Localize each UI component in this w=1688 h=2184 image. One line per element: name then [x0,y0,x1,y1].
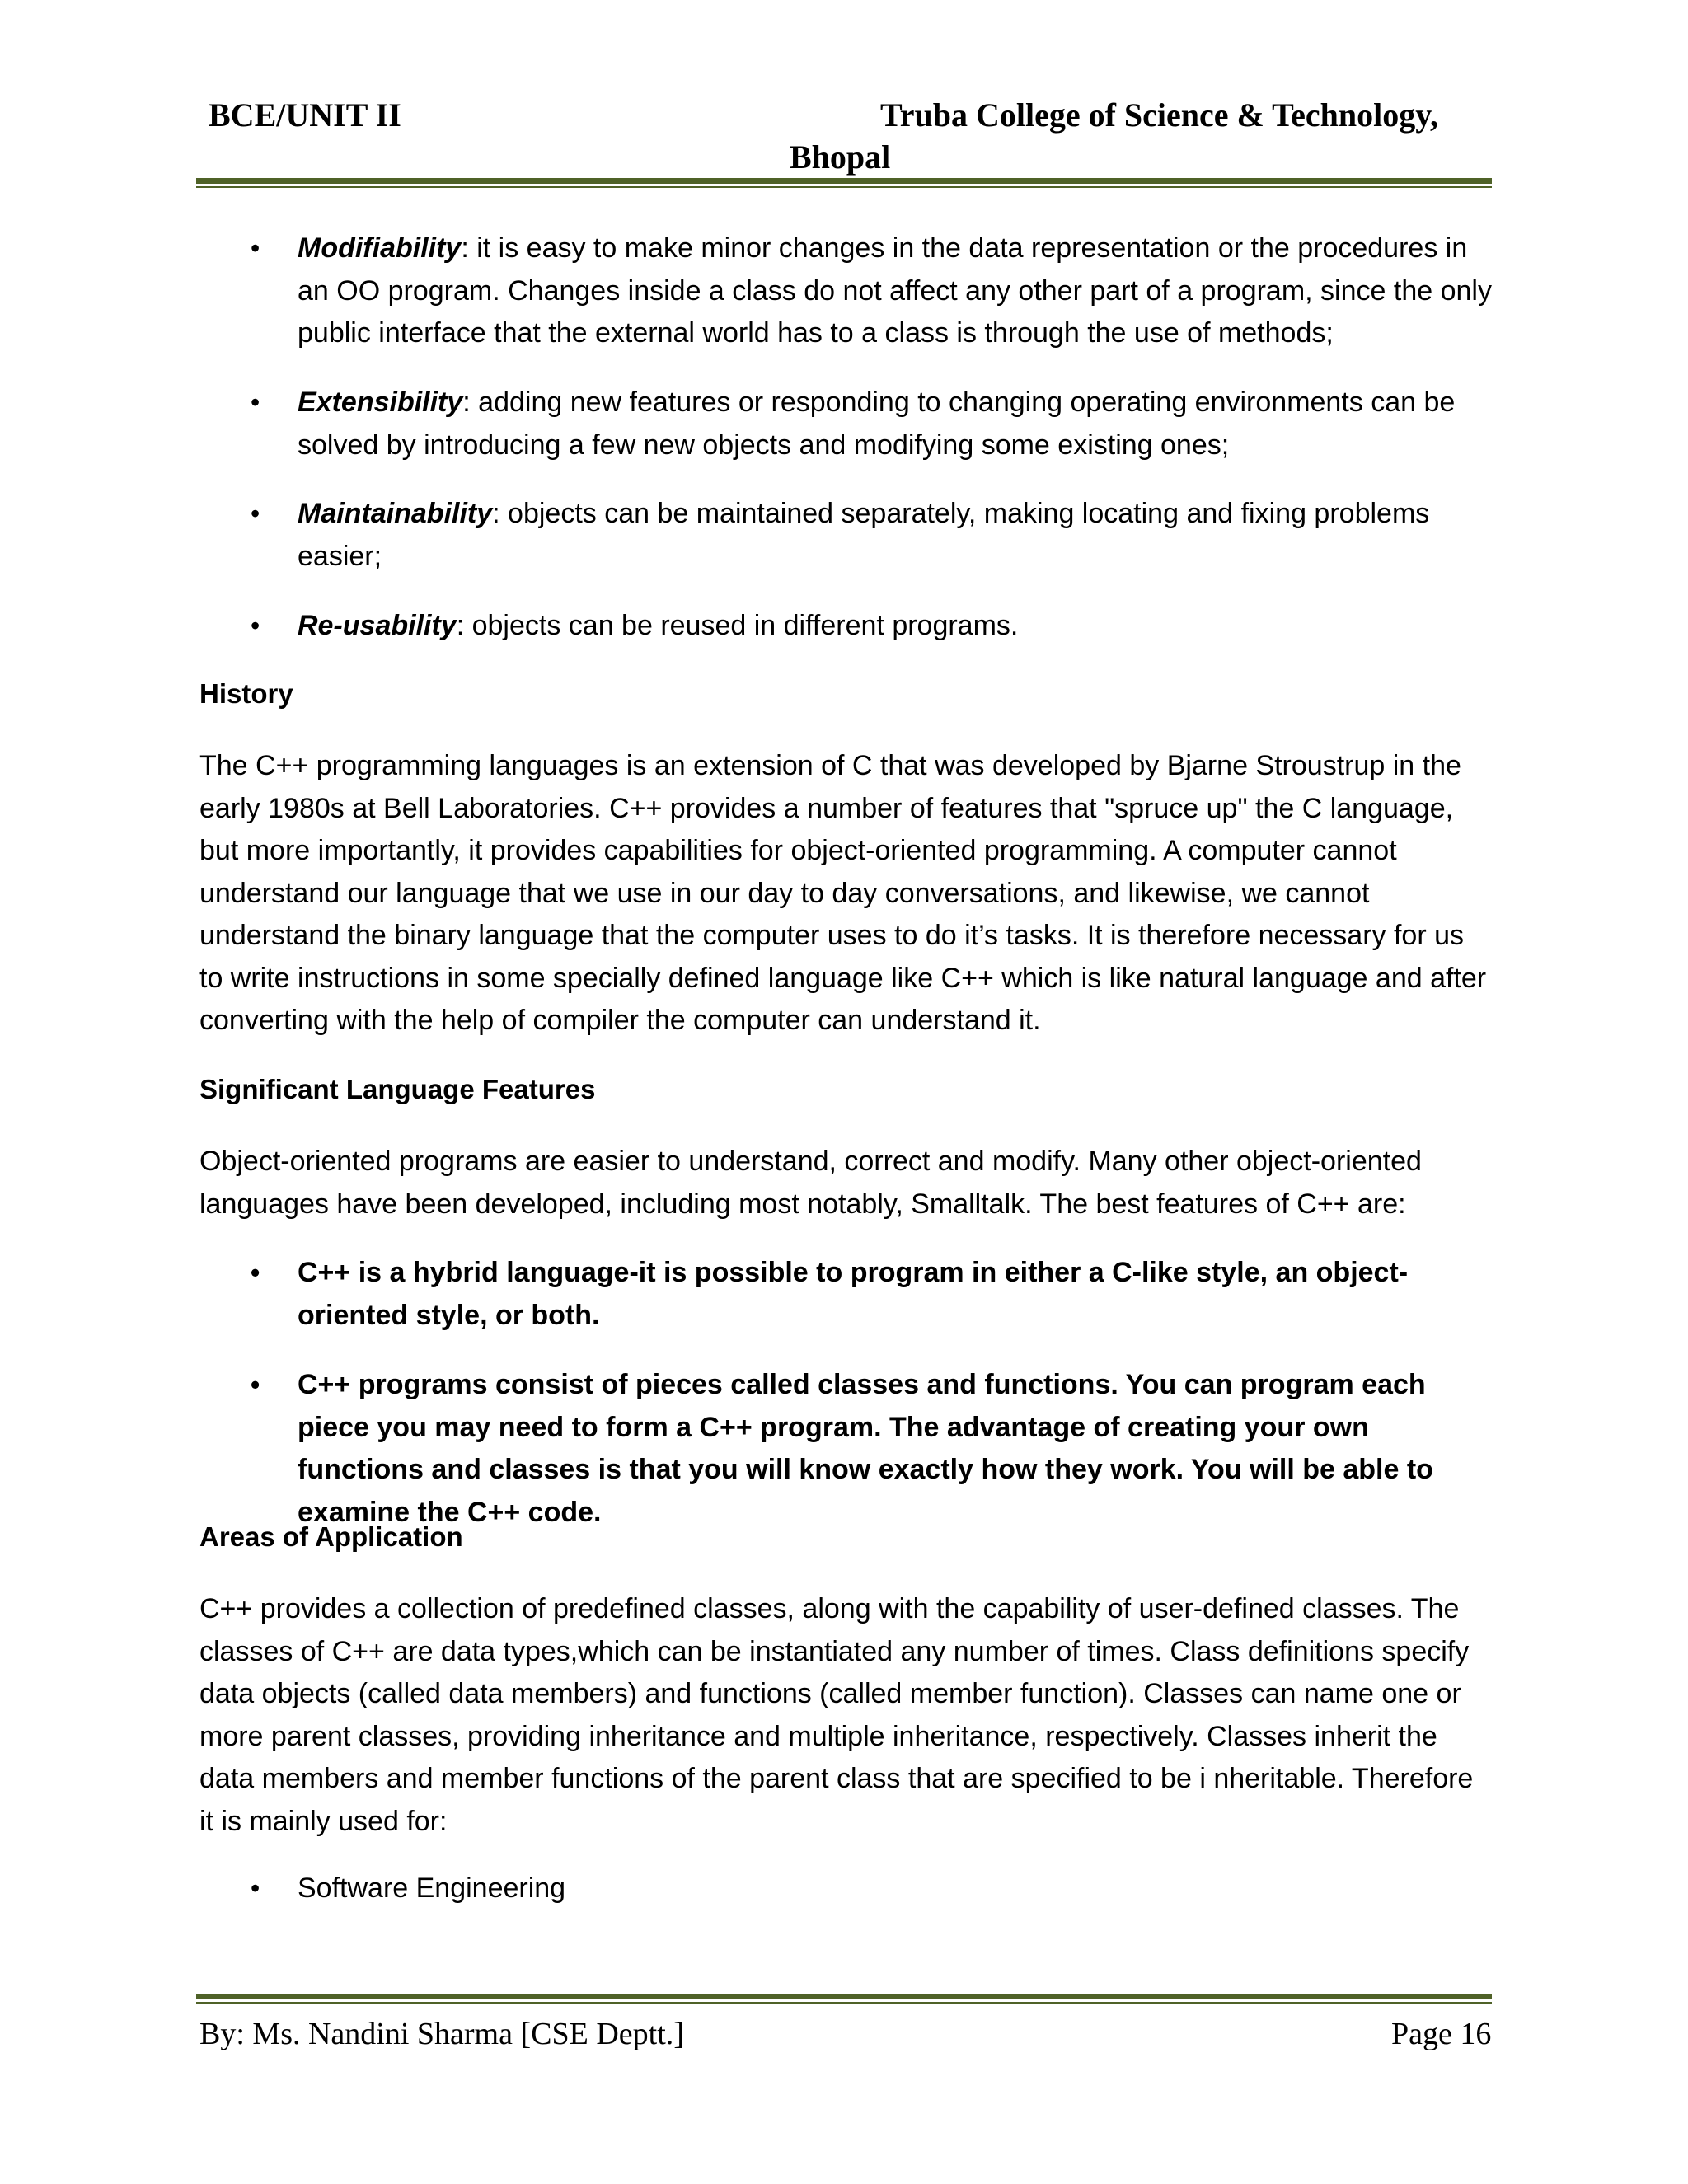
header-college: Truba College of Science & Technology, [880,96,1439,134]
term-description: : objects can be reused in different programs. [456,610,1019,641]
term-maintainability: Maintainability [298,498,493,529]
list-item: • Software Engineering [298,1868,1501,1910]
applications-heading: Areas of Application [199,1521,463,1552]
term-description: : it is easy to make minor changes in the data representation or the procedures in an OO program. Changes inside a class do not affect any other part of a program, since the only public interface that the external world has to a class is through the use of methods; [298,232,1492,349]
header-unit: BCE/UNIT II [209,96,401,134]
features-paragraph: Object-oriented programs are easier to understand, correct and modify. Many other object-oriented languages have been developed, including most notably, Smalltalk. The best features of C++ are: [199,1146,1422,1220]
term-description: : adding new features or responding to changing operating environments can be solved by introducing a few new objects and modifying some existing ones; [298,387,1456,461]
list-item [298,227,1501,355]
history-paragraph: The C++ programming languages is an extension of C that was developed by Bjarne Stroustrup in the early 1980s at Bell Laboratories. C++ provides a number of features that "spruce up" the C language, but more importantly, it provides capabilities for object-oriented programming. A computer cannot understand our language that we use in our day to day conversations, and likewise, we cannot understand the binary language that the computer uses to do it’s tasks. It is therefore necessary for us to write instructions in some specially defined language like C++ which is like natural language and after converting with the help of compiler the computer can understand it. [199,750,1487,1036]
history-heading: History [199,678,293,709]
list-item [298,382,1501,466]
list-item [298,493,1501,578]
term-description: : objects can be maintained separately, making locating and fixing problems easier; [298,498,1430,572]
page-number: Page 16 [1391,2017,1492,2051]
footer-rule [196,1994,1492,2004]
header-rule [196,178,1492,188]
footer-author: By: Ms. Nandini Sharma [CSE Deptt.] [199,2017,684,2051]
features-heading: Significant Language Features [199,1074,596,1104]
list-item: • C++ is a hybrid language-it is possible to program in either a C-like style, an object-oriented style, or both. [298,1252,1501,1337]
term-reusability: Re-usability [298,610,457,641]
applications-paragraph: C++ provides a collection of predefined classes, along with the capability of user-defined classes. The classes of C++ are data types,which can be instantiated any number of times. Class definitions specify data objects (called data members) and functions (called member function). Classes can name one or more parent classes, providing inheritance and multiple inheritance, respectively. Classes inherit the data members and member functions of the parent class that are specified to be i nheritable. Therefore it is mainly used for: [199,1593,1474,1837]
term-extensibility: Extensibility [298,387,463,418]
term-modifiability: Modifiability [298,232,462,264]
header-city: Bhopal [790,138,891,176]
list-item: • C++ programs consist of pieces called classes and functions. You can program each piece you may need to form a C++ program. The advantage of creating your own functions and classes is that you will know exactly how they work. You will be able to examine the C++ code. [298,1364,1501,1534]
list-item [298,605,1501,648]
